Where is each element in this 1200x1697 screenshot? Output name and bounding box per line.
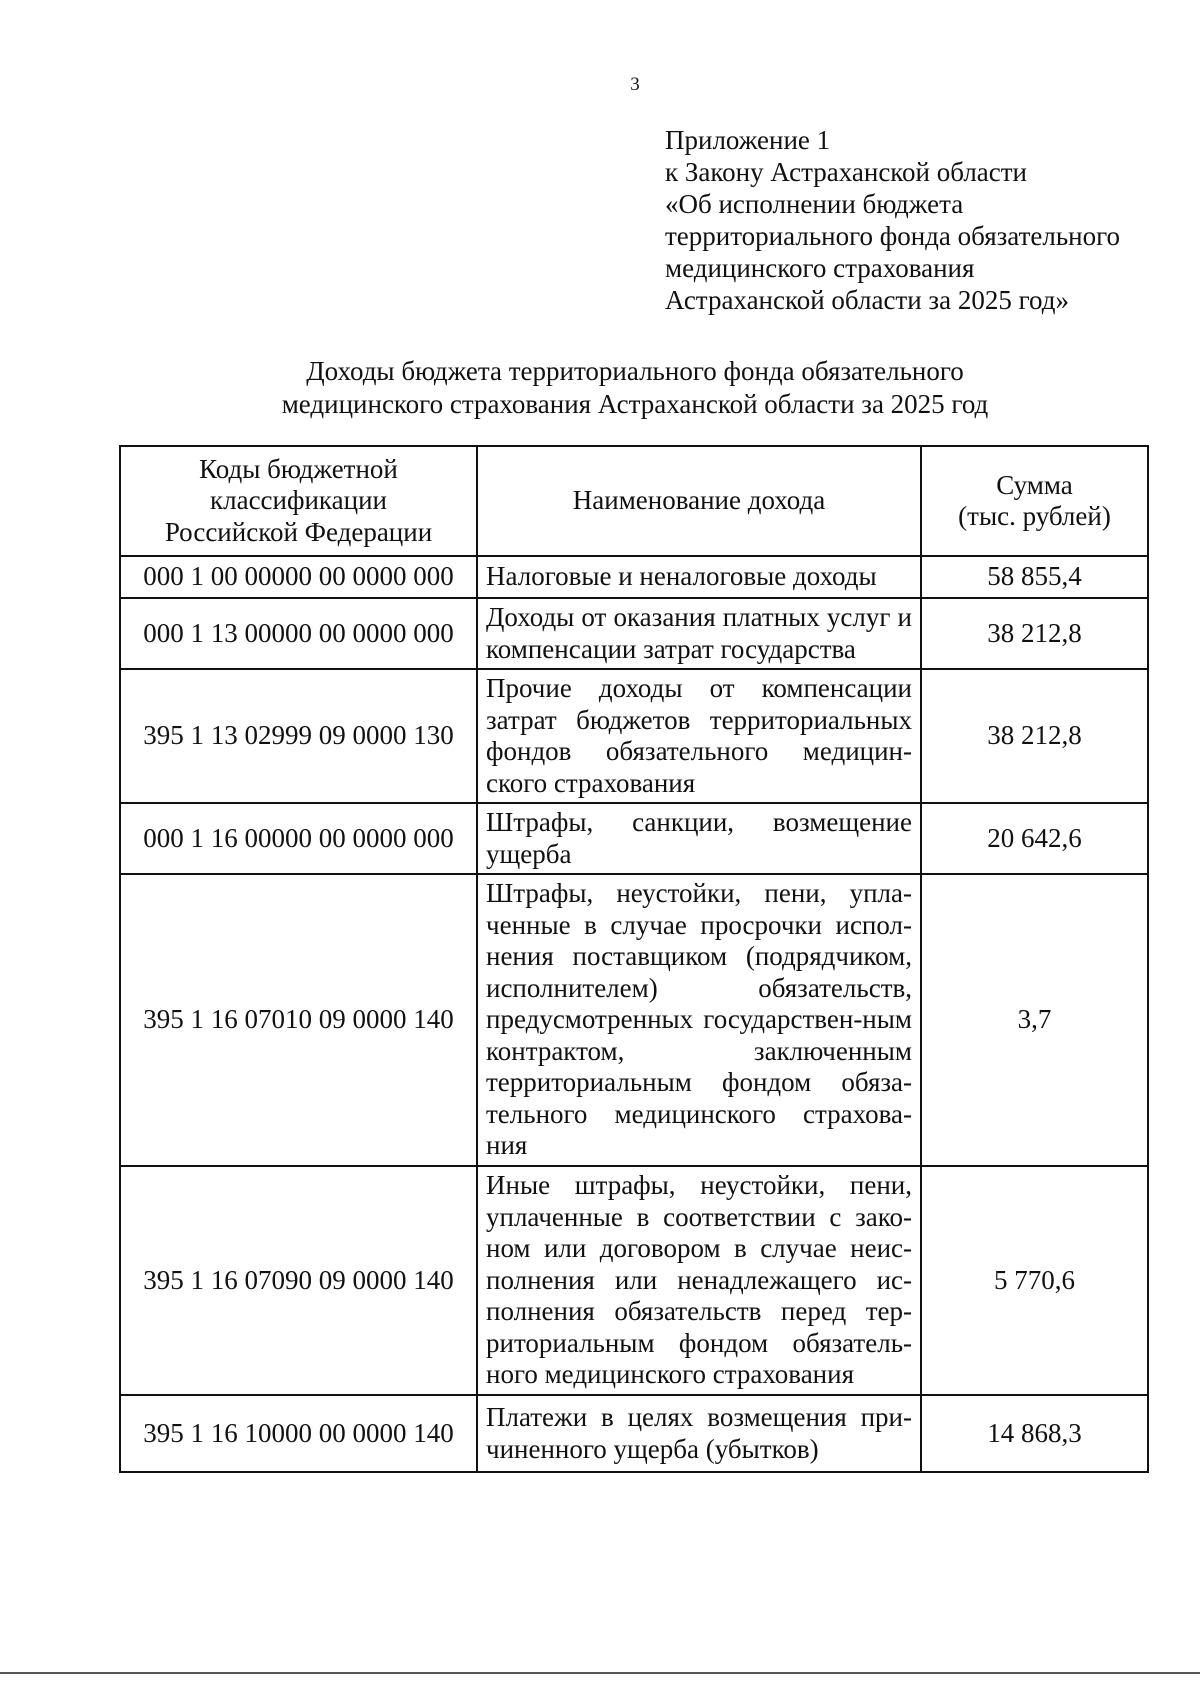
appendix-reference bbox=[665, 124, 1120, 316]
header-code-line: Российской Федерации bbox=[164, 516, 433, 547]
appendix-line: Приложение 1 bbox=[665, 125, 831, 155]
header-sum-line: Сумма bbox=[996, 469, 1073, 500]
table-row bbox=[120, 598, 1148, 669]
row-code: 395 1 16 07010 09 0000 140 bbox=[120, 874, 477, 1166]
header-name: Наименование дохода bbox=[477, 446, 921, 556]
row-sum: 20 642,6 bbox=[921, 803, 1148, 874]
row-code: 395 1 13 02999 09 0000 130 bbox=[120, 669, 477, 803]
row-name: Штрафы, неустойки, пени, упла-ченные в случае просрочки испол-нения поставщиком (подрядчиком, исполнителем) обязательств, предусмотренных государствен-ным контрактом, заключенным территориальным фондом обяза-тельного медицинского страхова-ния bbox=[477, 874, 921, 1166]
row-sum: 58 855,4 bbox=[921, 556, 1148, 598]
appendix-line: «Об исполнении бюджета bbox=[665, 189, 964, 219]
row-code: 395 1 16 07090 09 0000 140 bbox=[120, 1166, 477, 1395]
page-number: 3 bbox=[630, 74, 640, 95]
table-row bbox=[120, 556, 1148, 598]
row-code: 000 1 16 00000 00 0000 000 bbox=[120, 803, 477, 874]
header-code bbox=[120, 446, 477, 556]
header-sum-line: (тыс. рублей) bbox=[958, 501, 1111, 531]
row-name: Доходы от оказания платных услуг и компенсации затрат государства bbox=[477, 598, 921, 669]
header-sum bbox=[921, 446, 1148, 556]
row-name: Иные штрафы, неустойки, пени, уплаченные в соответствии с зако-ном или договором в случае неис-полнения или ненадлежащего ис-полнения обязательств перед тер-риториальным фондом обязатель-ного медицинского страхования bbox=[477, 1166, 921, 1395]
header-code-line: классификации bbox=[210, 485, 387, 516]
row-code: 000 1 13 00000 00 0000 000 bbox=[120, 598, 477, 669]
table-row bbox=[120, 803, 1148, 874]
title-line: Доходы бюджета территориального фонда обязательного bbox=[306, 356, 964, 386]
table-row bbox=[120, 1395, 1148, 1472]
row-name: Налоговые и неналоговые доходы bbox=[477, 556, 921, 598]
document-title bbox=[0, 355, 1200, 421]
row-code: 395 1 16 10000 00 0000 140 bbox=[120, 1395, 477, 1472]
income-table bbox=[119, 445, 1149, 1473]
appendix-line: к Закону Астраханской области bbox=[665, 157, 1028, 187]
row-name: Платежи в целях возмещения при-чиненного ущерба (убытков) bbox=[477, 1395, 921, 1472]
title-line: медицинского страхования Астраханской области за 2025 год bbox=[281, 389, 989, 419]
table-header-row bbox=[120, 446, 1148, 556]
row-sum: 5 770,6 bbox=[921, 1166, 1148, 1395]
row-name: Прочие доходы от компенсации затрат бюджетов территориальных фондов обязательного медицин-ского страхования bbox=[477, 669, 921, 803]
row-sum: 38 212,8 bbox=[921, 669, 1148, 803]
row-sum: 3,7 bbox=[921, 874, 1148, 1166]
table-row bbox=[120, 669, 1148, 803]
table-row bbox=[120, 1166, 1148, 1395]
scan-edge-line bbox=[0, 1672, 1200, 1674]
row-code: 000 1 00 00000 00 0000 000 bbox=[120, 556, 477, 598]
row-name: Штрафы, санкции, возмещение ущерба bbox=[477, 803, 921, 874]
appendix-line: территориального фонда обязательного bbox=[665, 221, 1121, 251]
row-sum: 14 868,3 bbox=[921, 1395, 1148, 1472]
table-row bbox=[120, 874, 1148, 1166]
header-code-line: Коды бюджетной bbox=[199, 453, 398, 484]
appendix-line: медицинского страхования bbox=[665, 253, 975, 283]
row-sum: 38 212,8 bbox=[921, 598, 1148, 669]
appendix-line: Астраханской области за 2025 год» bbox=[665, 285, 1069, 315]
